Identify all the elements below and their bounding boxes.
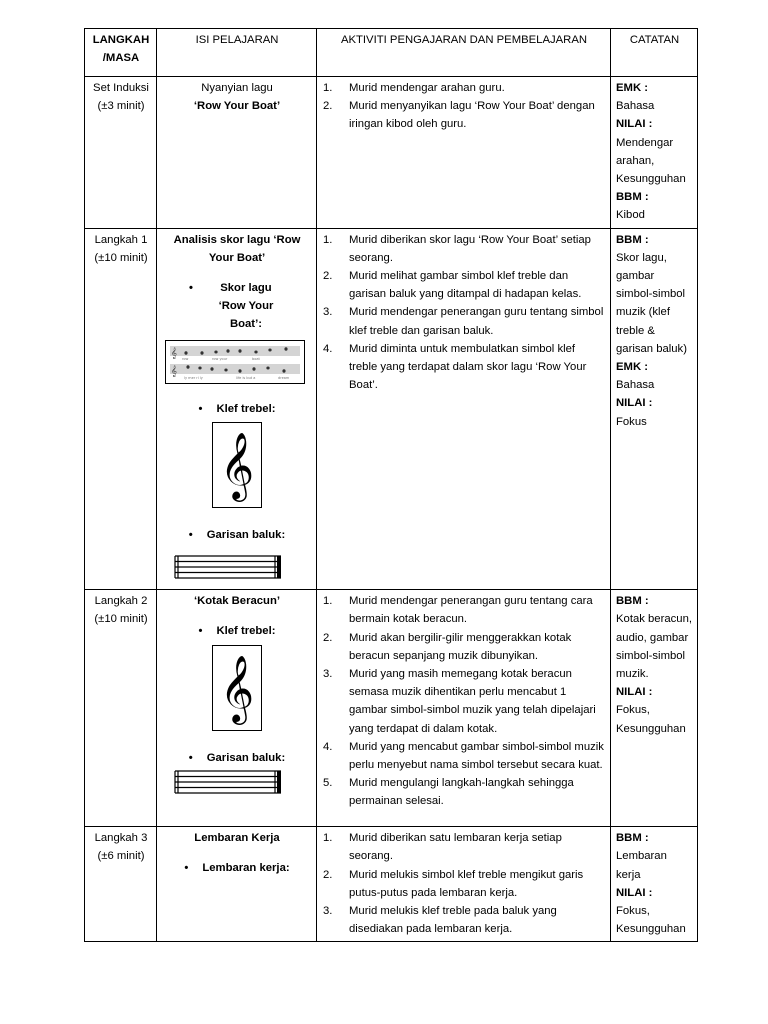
svg-text:row your: row your [212, 356, 228, 361]
notes-cell [611, 827, 698, 942]
bullet-score: • Skor lagu ‘Row Your Boat’: [162, 279, 312, 334]
table-row [85, 590, 698, 827]
stage-time: (±10 minit) [94, 251, 148, 264]
header-aktiviti: AKTIVITI PENGAJARAN DAN PEMBELAJARAN [317, 29, 611, 77]
note-label: NILAI : [616, 686, 653, 699]
treble-clef-icon: 𝄞 [212, 645, 262, 731]
activity-list [322, 829, 606, 938]
note-text: Skor lagu, gambar simbol-simbol muzik (klef treble & garisan baluk) [616, 251, 687, 355]
note-label: EMK : [616, 82, 649, 94]
activity-cell [317, 827, 611, 942]
list-item: 3. Murid yang masih memegang kotak beracun semasa muzik dihentikan perlu mencabut 1 gambar simbol-simbol muzik yang telah dipelajari yang terdapat di dalam kotak. [323, 668, 596, 735]
bullet-sheet: • Lembaran kerja: [184, 862, 290, 875]
content-subtitle: ‘Row Your Boat’ [193, 100, 281, 113]
list-item: 4. Murid diminta untuk membulatkan simbol klef treble yang terdapat dalam skor lagu ‘Row Your Boat’. [323, 342, 587, 392]
note-label: EMK : [616, 361, 649, 374]
bullet-clef: • Klef trebel: [198, 402, 276, 415]
svg-text:ly mer ri ly: ly mer ri ly [184, 375, 203, 380]
list-item: 2. Murid melukis simbol klef treble mengikut garis putus-putus pada lembaran kerja. [323, 868, 584, 899]
stage-label: Set Induksi [93, 82, 149, 94]
svg-text:dream: dream [278, 375, 290, 380]
stage-cell [85, 590, 157, 827]
stage-time: (±10 minit) [94, 613, 148, 626]
note-text: Fokus, Kesungguhan [616, 905, 686, 936]
note-text: Bahasa [616, 379, 655, 392]
activity-cell [317, 590, 611, 827]
content-cell [157, 590, 317, 827]
content-cell [157, 77, 317, 229]
content-title: ‘Kotak Beracun’ [193, 595, 280, 608]
header-row [85, 29, 698, 77]
note-text: Kotak beracun, audio, gambar simbol-simbol muzik. [616, 613, 692, 681]
lesson-plan-table [84, 28, 698, 942]
note-text: Bahasa [616, 100, 655, 113]
list-item: 3. Murid mendengar penerangan guru tentang simbol klef treble dan garisan baluk. [323, 306, 604, 337]
content-cell [157, 827, 317, 942]
table-row [85, 77, 698, 229]
svg-text:life is but a: life is but a [236, 375, 256, 380]
list-item: 2. Murid melihat gambar simbol klef treble dan garisan baluk yang ditampal di hadapan kelas. [323, 270, 582, 301]
stage-cell [85, 77, 157, 229]
stage-label: Langkah 2 [94, 595, 148, 608]
note-text: Fokus, Kesungguhan [616, 704, 686, 735]
list-item: 2. Murid akan bergilir-gilir menggerakkan kotak beracun sepanjang muzik dibunyikan. [323, 631, 572, 662]
stage-label: Langkah 3 [94, 832, 148, 845]
svg-text:𝄞: 𝄞 [171, 347, 177, 359]
header-isi: ISI PELAJARAN [157, 29, 317, 77]
notes-cell [611, 590, 698, 827]
activity-list [322, 231, 606, 395]
note-label: BBM : [616, 832, 649, 845]
notes-cell [611, 77, 698, 229]
bullet-clef: • Klef trebel: [198, 625, 276, 638]
list-item: 1. Murid mendengar arahan guru. [323, 82, 505, 94]
activity-list [322, 592, 606, 810]
list-item: 3. Murid melukis klef treble pada baluk yang disediakan pada lembaran kerja. [323, 905, 557, 936]
stage-label: Langkah 1 [94, 233, 148, 246]
list-item: 2. Murid menyanyikan lagu ‘Row Your Boat’ dengan iringan kibod oleh guru. [323, 100, 595, 131]
note-text: Kibod [616, 209, 645, 222]
stage-cell [85, 827, 157, 942]
stage-time: (±6 minit) [97, 850, 145, 863]
svg-text:𝄞: 𝄞 [171, 365, 177, 377]
content-title: Nyanyian lagu [201, 82, 273, 94]
list-item: 1. Murid diberikan satu lembaran kerja setiap seorang. [323, 832, 562, 863]
stage-cell [85, 228, 157, 590]
note-label: NILAI : [616, 118, 653, 131]
note-label: BBM : [616, 233, 649, 246]
activity-list [322, 79, 606, 134]
note-text: Lembaran kerja [616, 850, 667, 881]
bullet-staff: • Garisan baluk: [188, 528, 286, 541]
header-catatan: CATATAN [611, 29, 698, 77]
note-text: Fokus [616, 415, 647, 428]
staff-lines-icon [174, 769, 282, 795]
table-row [85, 228, 698, 590]
note-label: NILAI : [616, 886, 653, 899]
staff-lines-icon [174, 554, 282, 580]
content-title: Lembaran Kerja [194, 832, 280, 845]
bullet-icon: • [189, 282, 193, 295]
table-row [85, 827, 698, 942]
note-label: NILAI : [616, 397, 653, 410]
list-item: 1. Murid mendengar penerangan guru tentang cara bermain kotak beracun. [323, 595, 593, 626]
activity-cell [317, 228, 611, 590]
content-title: Analisis skor lagu ‘Row Your Boat’ [173, 233, 301, 264]
list-item: 4. Murid yang mencabut gambar simbol-simbol muzik perlu menyebut nama simbol tersebut secara kuat. [323, 740, 604, 772]
header-langkah: LANGKAH /MASA [85, 29, 157, 77]
svg-text:row: row [182, 356, 189, 361]
note-label: BBM : [616, 191, 649, 204]
music-score-image [165, 340, 305, 384]
activity-cell [317, 77, 611, 229]
treble-clef-icon: 𝄞 [212, 422, 262, 508]
stage-time: (±3 minit) [97, 100, 145, 113]
list-item: 5. Murid mengulangi langkah-langkah sehingga permainan selesai. [323, 777, 574, 808]
note-label: BBM : [616, 595, 649, 608]
bullet-staff: • Garisan baluk: [188, 751, 286, 764]
svg-text:boat: boat [252, 356, 260, 361]
note-text: Mendengar arahan, Kesungguhan [616, 136, 686, 186]
content-cell [157, 228, 317, 590]
notes-cell [611, 228, 698, 590]
list-item: 1. Murid diberikan skor lagu ‘Row Your Boat’ setiap seorang. [323, 233, 591, 264]
